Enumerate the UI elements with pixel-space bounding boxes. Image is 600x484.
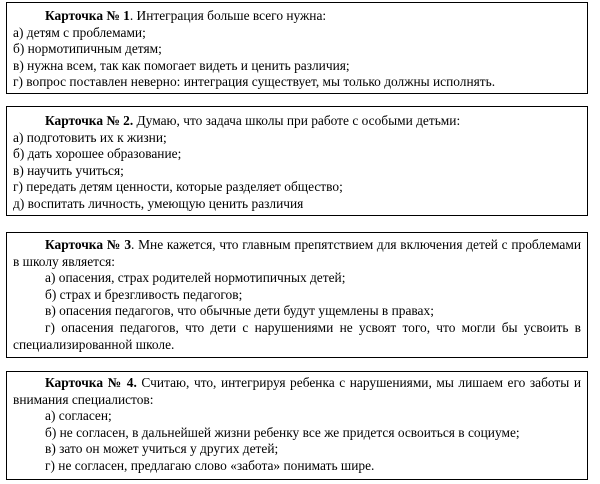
card-4-question: Считаю, что, интегрируя ребенка с нарушениями, мы лишаем его заботы и внимания специалистов: — [13, 375, 582, 407]
card-1-option-b: б) нормотипичным детям; — [13, 41, 162, 57]
card-4-option-b: б) не согласен, в дальнейшей жизни ребенку все же придется освоиться в социуме; — [45, 424, 520, 440]
card-3-option-b: б) страх и брезгливость педагогов; — [45, 286, 243, 302]
card-3-option-d: г) опасения педагогов, что дети с нарушениями не усвоят того, что могли бы усвоить в специализированной школе. — [13, 319, 581, 352]
card-3-option-a: а) опасения, страх родителей нормотипичных детей; — [45, 270, 346, 286]
card-1-option-c: в) нужна всем, так как помогает видеть и ценить различия; — [13, 57, 350, 73]
card-3-question: . Мне кажется, что главным препятствием для включения детей с проблемами в школу является: — [13, 237, 581, 269]
card-2-option-c: в) научить учиться; — [13, 162, 124, 178]
card-1-question: . Интеграция больше всего нужна: — [129, 8, 327, 23]
card-1-question-line — [13, 8, 581, 25]
card-2-option-d: г) передать детям ценности, которые разделяет общество; — [13, 179, 343, 195]
card-2-option-b: б) дать хорошее образование; — [13, 146, 182, 162]
card-1-heading: Карточка № 1 — [45, 8, 130, 23]
card-2 — [6, 106, 588, 216]
card-2-option-e: д) воспитать личность, умеющую ценить различия — [13, 195, 304, 211]
card-3-heading: Карточка № 3 — [45, 237, 132, 252]
card-4-option-d: г) не согласен, предлагаю слово «забота» понимать шире. — [45, 457, 375, 473]
card-1-option-d: г) вопрос поставлен неверно: интеграция существует, мы только должны исполнять. — [13, 74, 496, 90]
card-1-option-a: а) детям с проблемами; — [13, 24, 146, 40]
card-3-question-line — [13, 237, 581, 270]
card-2-question-line — [13, 113, 581, 130]
card-2-option-a: а) подготовить их к жизни; — [13, 129, 167, 145]
card-1 — [6, 2, 588, 94]
card-4 — [6, 371, 588, 480]
card-2-question: Думаю, что задача школы при работе с особыми детьми: — [133, 113, 461, 128]
card-4-question-line — [13, 375, 581, 408]
card-3 — [6, 232, 588, 358]
card-3-option-c: в) опасения педагогов, что обычные дети будут ущемлены в правах; — [45, 303, 434, 319]
card-4-heading: Карточка № 4. — [45, 375, 137, 390]
card-4-option-c: в) зато он может учиться у других детей; — [45, 441, 279, 457]
card-2-heading: Карточка № 2. — [45, 113, 134, 128]
card-4-option-a: а) согласен; — [45, 408, 112, 424]
